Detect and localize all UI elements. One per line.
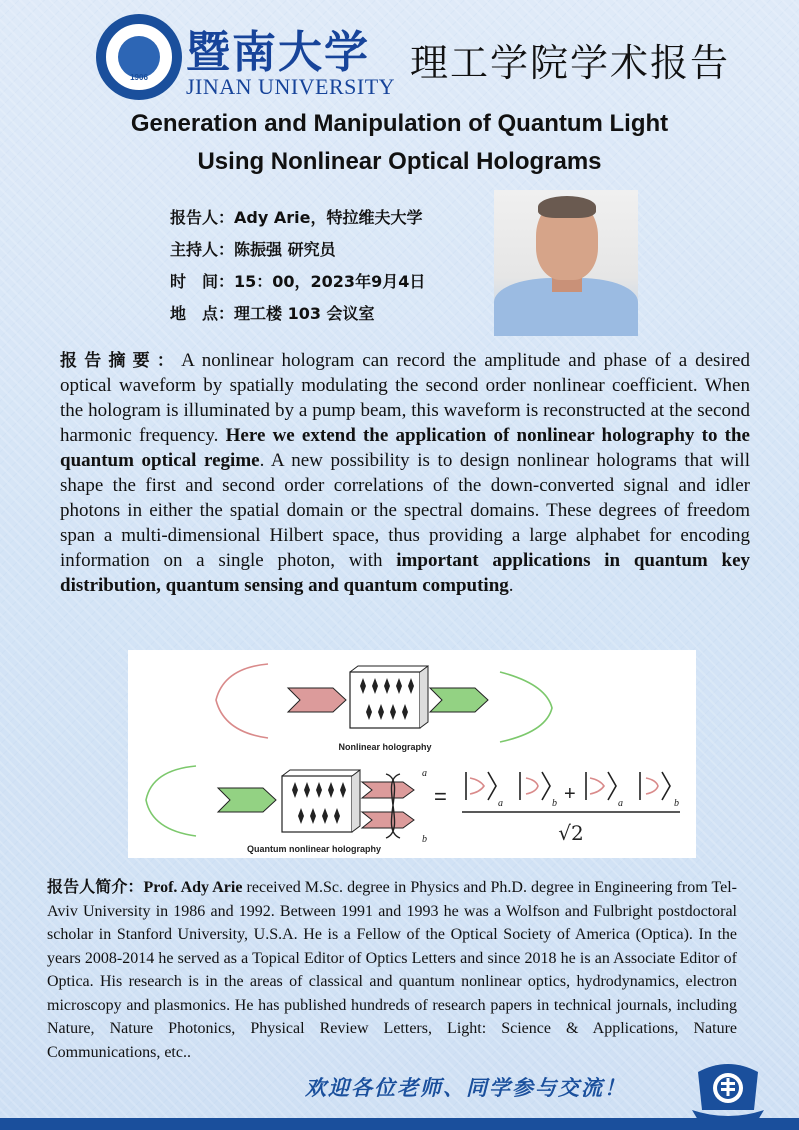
subscript-a-1: a — [498, 798, 503, 809]
speaker-info: 报告人：Ady Arie，特拉维夫大学 — [170, 208, 423, 227]
signal-arrow-top — [430, 688, 488, 712]
port-b-label: b — [422, 834, 427, 845]
pump-wave-top — [216, 664, 268, 738]
port-a-label: a — [422, 768, 427, 779]
nonlinear-holography-label: Nonlinear holography — [338, 742, 432, 752]
abstract-bold-1: Here we extend the application of nonlinear holography to the quantum optical regime — [60, 425, 750, 471]
signal-arrow-a — [362, 782, 414, 798]
bio-name: Prof. Ady Arie — [143, 879, 243, 896]
abstract-text-1: A nonlinear hologram can record the amplitude and phase of a desired optical waveform by spatially modulating the second order nonlinear coefficient. When the hologram is illuminated by a pump beam, this waveform is reconstructed at the second harmonic frequency. — [60, 350, 750, 446]
abstract-paragraph — [60, 346, 750, 598]
venue-info: 地 点：理工楼 103 会议室 — [170, 304, 375, 323]
abstract-text-3: . — [508, 575, 514, 596]
subscript-b-1: b — [552, 798, 557, 809]
university-name-cn: 暨南大学 — [186, 27, 370, 78]
bio-paragraph — [47, 874, 737, 1064]
pump-arrow-bottom — [218, 788, 276, 812]
subscript-a-2: a — [618, 798, 623, 809]
time-info: 时 间：15：00，2023年9月4日 — [170, 272, 426, 291]
subscript-b-2: b — [674, 798, 679, 809]
talk-title-line1: Generation and Manipulation of Quantum Light — [130, 110, 669, 137]
pump-arrow-top — [288, 688, 346, 712]
plus-sign: + — [564, 783, 576, 805]
bio-text: received M.Sc. degree in Physics and Ph.D. degree in Engineering from Tel-Aviv University in 1986 and 1992. Between 1991 and 1993 he was a Wolfson and Fulbright postdoctoral scholar in Stanford University, U.S.A. He is a Fellow of the Optical Society of America (Optica). In the years 2008-2014 he served as a Topical Editor of Optics Letters and since 2018 he is an Associate Editor of Optica. His research is in the areas of classical and quantum nonlinear optics, hydrodynamics, electron microscopy and plasmonics. He has published hundreds of research papers in technical journals, including Nature, Nature Photonics, Physical Review Letters, Light: Science & Applications, Nature Communications, etc.. — [47, 879, 737, 1061]
welcome-message: 欢迎各位老师、同学参与交流！ — [305, 1075, 627, 1100]
bio-label: 报告人简介： — [47, 877, 144, 896]
sqrt2-denominator: √2 — [558, 821, 584, 845]
seal-year: 1906 — [130, 73, 148, 82]
abstract-bold-2: important applications in quantum key distribution, quantum sensing and quantum computing — [60, 550, 751, 596]
quantum-nonlinear-holography-label: Quantum nonlinear holography — [246, 844, 382, 854]
footer-bar — [0, 1118, 799, 1130]
idler-arrow-b — [362, 812, 414, 828]
university-emblem-icon — [688, 1052, 768, 1122]
university-name-en: JINAN UNIVERSITY — [186, 74, 396, 99]
signal-wave-top — [500, 672, 552, 742]
college-title: 理工学院学术报告 — [410, 41, 731, 85]
abstract-label: 报告摘要： — [60, 351, 182, 371]
holography-diagram — [128, 650, 696, 858]
host-info: 主持人：陈振强 研究员 — [170, 240, 336, 259]
speaker-photo — [494, 190, 638, 336]
crystal-top — [350, 672, 420, 728]
holography-figure — [128, 650, 696, 858]
pump-wave-bottom — [146, 766, 196, 836]
talk-title-line2: Using Nonlinear Optical Holograms — [197, 148, 602, 175]
jinan-university-seal-icon — [96, 14, 182, 100]
abstract-text-2: . A new possibility is to design nonlinear holograms that will shape the first and second order correlations of the down-converted signal and idler photons in either the spatial domain or the spectral domains. These degrees of freedom span a multi-dimensional Hilbert space, thus providing a large alphabet for encoding information on a single photon, with — [60, 450, 750, 571]
equals-sign: = — [434, 784, 447, 809]
crystal-bottom — [282, 776, 352, 832]
